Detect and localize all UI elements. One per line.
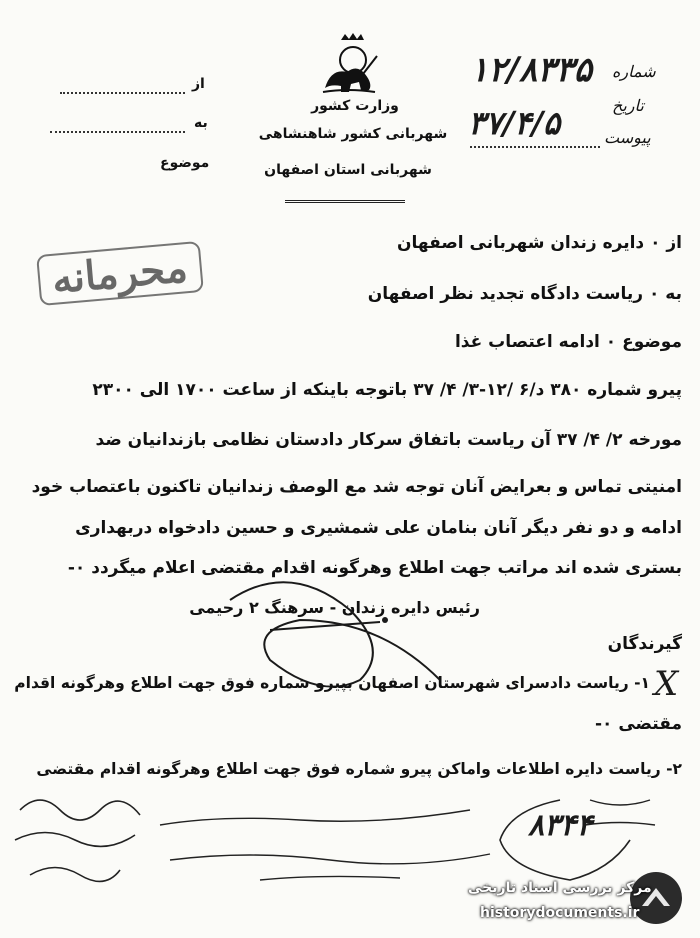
reference-number-label: شماره bbox=[612, 62, 656, 81]
signature-line: رئیس دایره زندان - سرهنگ ۲ رحیمی bbox=[189, 598, 480, 617]
letterhead-divider bbox=[285, 200, 405, 203]
archive-name: مرکز بررسی اسناد تاریخی bbox=[468, 880, 652, 896]
archive-url: historydocuments.ir bbox=[480, 905, 640, 921]
body-line-3: امنیتی تماس و بعرایض آنان توجه شد مع الوصف زندانیان تاکنون باعتصاب خود bbox=[31, 477, 682, 497]
recipients-heading: گیرندگان bbox=[607, 634, 682, 654]
body-line-5: بستری شده اند مراتب جهت اطلاع وهرگونه اقدام مقتضی اعلام میگردد ٠- bbox=[67, 558, 682, 578]
reference-date-label: تاریخ bbox=[612, 96, 644, 115]
reference-attachment-label: پیوست bbox=[604, 128, 651, 147]
province-police-title: شهربانی استان اصفهان bbox=[264, 162, 432, 178]
subject-field-label: موضوع bbox=[160, 155, 210, 171]
recipient-1: ۱- ریاست دادسرای شهرستان اصفهان بپیرو شماره فوق جهت اطلاع وهرگونه اقدام bbox=[14, 674, 650, 692]
recipient-2: ۲- ریاست دایره اطلاعات واماکن پیرو شماره فوق جهت اطلاع وهرگونه اقدام مقتضی bbox=[36, 760, 682, 778]
handwritten-signature-icon bbox=[210, 560, 450, 690]
letter-subject-line: موضوع ٠ ادامه اعتصاب غذا bbox=[454, 332, 682, 352]
to-field-line bbox=[50, 131, 185, 133]
body-line-2: مورخه ۲/ ۴/ ۳۷ آن ریاست باتفاق سرکار دادستان نظامی بازندانیان ضد bbox=[95, 430, 682, 450]
letter-to-line: به ٠ ریاست دادگاه تجدید نظر اصفهان bbox=[367, 284, 682, 304]
handwritten-number: ۸۳۴۴ bbox=[528, 808, 593, 843]
from-field-line bbox=[60, 92, 185, 94]
reference-attachment-line bbox=[470, 146, 600, 148]
ministry-title: وزارت کشور bbox=[311, 98, 399, 114]
from-field-label: از bbox=[192, 76, 205, 92]
reference-date-value: ۳۷/۴/۵ bbox=[468, 104, 561, 142]
reference-number-value: ۱۲/۸۳۳۵ bbox=[470, 50, 592, 90]
handwritten-x-mark: X bbox=[654, 664, 679, 704]
body-line-1: پیرو شماره ۳۸۰ د/۶ /۱۲-۳/ ۴/ ۳۷ باتوجه باینکه از ساعت ۱۷۰۰ الی ۲۳۰۰ bbox=[92, 380, 682, 400]
country-police-title: شهربانی کشور شاهنشاهی bbox=[258, 126, 448, 142]
body-line-4: ادامه و دو نفر دیگر آنان بنامان علی شمشیری و حسین دادخواه دربهداری bbox=[75, 518, 682, 538]
confidential-stamp: محرمانه bbox=[36, 241, 203, 306]
lion-and-sun-emblem-icon bbox=[313, 30, 383, 102]
recipient-1-continued: مقتضی ٠- bbox=[594, 714, 682, 734]
letter-from-line: از ٠ دایره زندان شهربانی اصفهان bbox=[397, 233, 682, 253]
to-field-label: به bbox=[194, 115, 208, 131]
